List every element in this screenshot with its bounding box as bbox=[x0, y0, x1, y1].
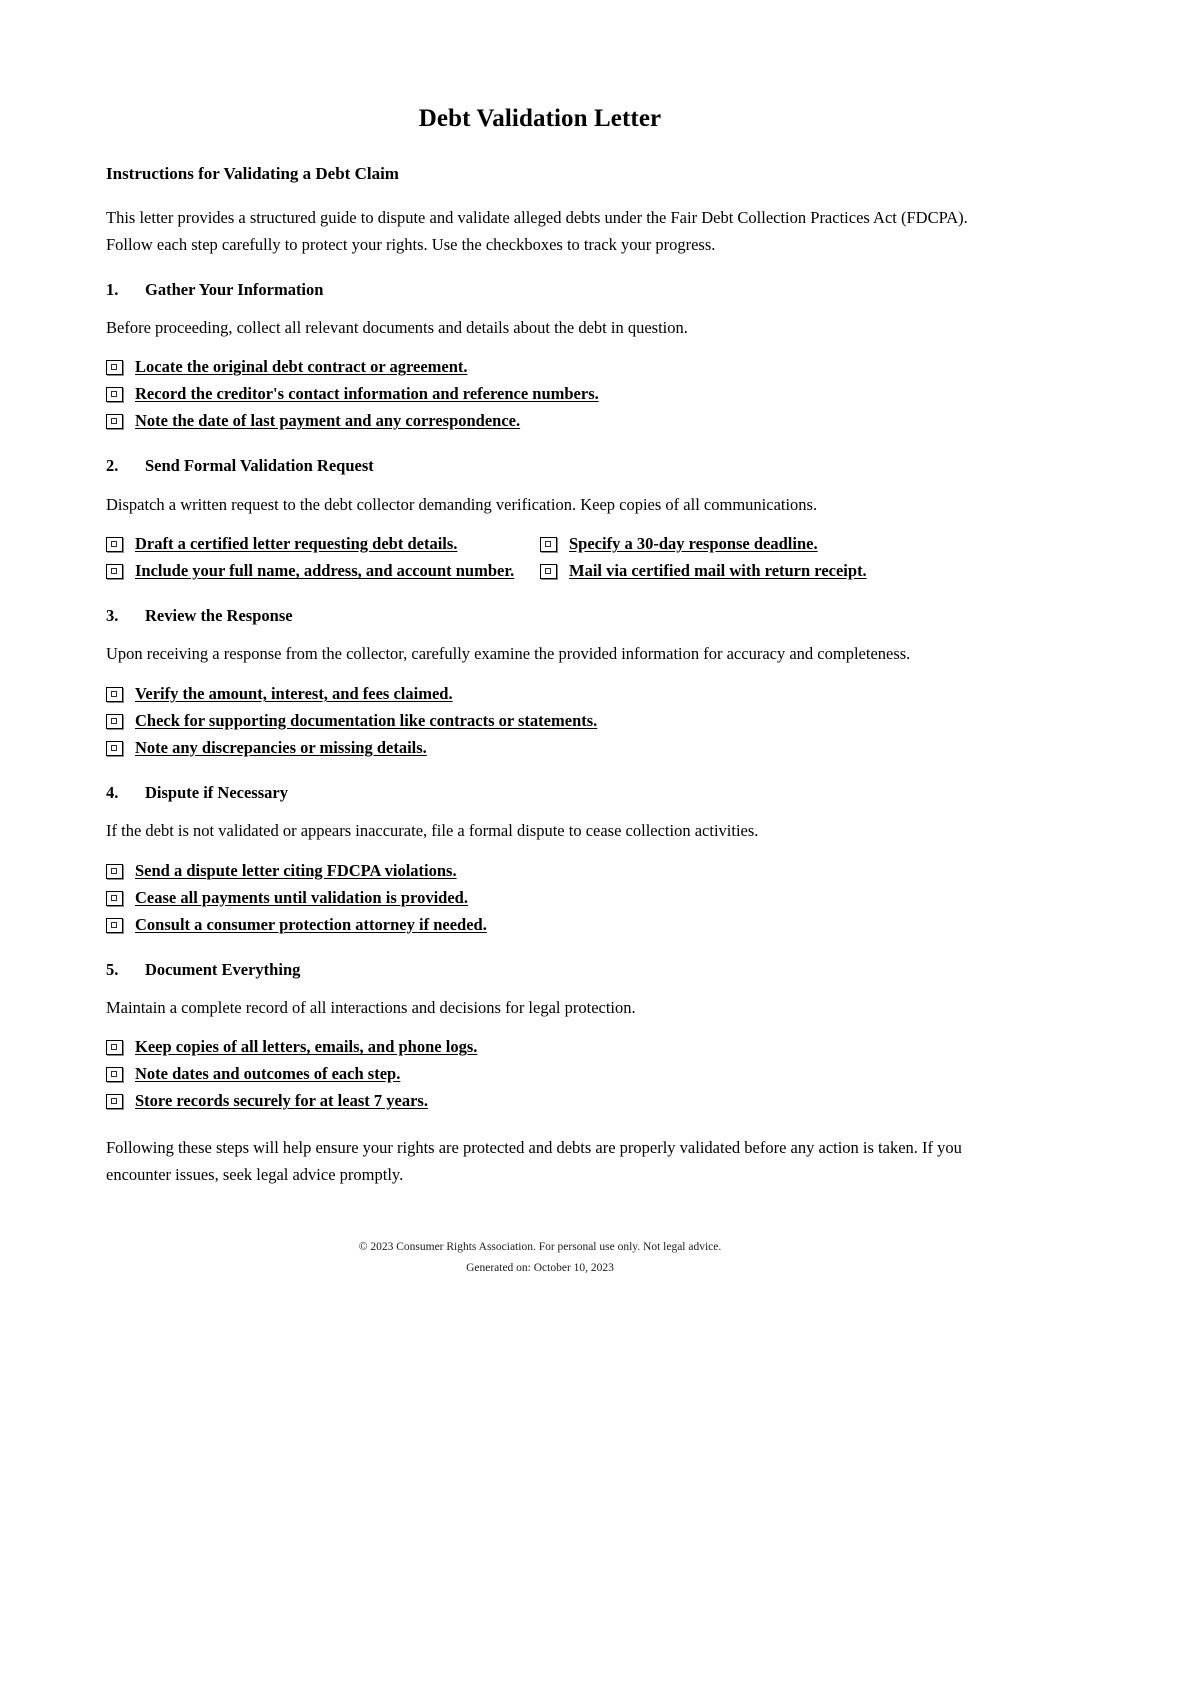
checkbox-icon[interactable] bbox=[106, 564, 123, 579]
checklist-item-label: Include your full name, address, and account number. bbox=[135, 561, 515, 581]
section-description: Upon receiving a response from the collector, carefully examine the provided information for accuracy and completeness. bbox=[106, 644, 911, 664]
checkbox-icon[interactable] bbox=[106, 1040, 123, 1055]
section-heading bbox=[106, 455, 974, 476]
section bbox=[106, 585, 974, 762]
footer-generated-date: Generated on: October 10, 2023 bbox=[466, 1261, 614, 1274]
checkbox-icon[interactable] bbox=[106, 918, 123, 933]
checklist-item[interactable] bbox=[540, 558, 974, 585]
checklist bbox=[106, 845, 974, 939]
section-title: Gather Your Information bbox=[145, 279, 324, 299]
section-title: Send Formal Validation Request bbox=[145, 456, 374, 476]
sections-container bbox=[106, 259, 974, 1116]
checkbox-icon[interactable] bbox=[106, 387, 123, 402]
checklist-item[interactable] bbox=[106, 531, 540, 558]
checklist-item-label: Keep copies of all letters, emails, and phone logs. bbox=[135, 1037, 478, 1057]
section-heading bbox=[106, 959, 974, 980]
checkbox-icon[interactable] bbox=[106, 360, 123, 375]
checklist-item-label: Send a dispute letter citing FDCPA violations. bbox=[135, 860, 457, 880]
section-title: Document Everything bbox=[145, 959, 301, 979]
closing-paragraph: Following these steps will help ensure your rights are protected and debts are properly validated before any action is taken. If you encounter issues, seek legal advice promptly. bbox=[106, 1138, 962, 1185]
checklist-item[interactable] bbox=[106, 735, 974, 762]
checklist-item[interactable] bbox=[106, 408, 974, 435]
checklist-item-label: Consult a consumer protection attorney if needed. bbox=[135, 914, 487, 934]
page-title: Debt Validation Letter bbox=[418, 105, 662, 132]
section bbox=[106, 939, 974, 1116]
section-description: Before proceeding, collect all relevant documents and details about the debt in question. bbox=[106, 317, 688, 337]
checkbox-icon[interactable] bbox=[106, 714, 123, 729]
section-number: 5. bbox=[106, 959, 119, 979]
checklist-item[interactable] bbox=[106, 885, 974, 912]
section-description: If the debt is not validated or appears inaccurate, file a formal dispute to cease collection activities. bbox=[106, 821, 759, 841]
checklist-item-label: Note the date of last payment and any correspondence. bbox=[135, 411, 521, 431]
checklist-item-label: Store records securely for at least 7 years. bbox=[135, 1091, 428, 1111]
checkbox-icon[interactable] bbox=[106, 741, 123, 756]
section-number: 3. bbox=[106, 606, 119, 626]
section-number: 2. bbox=[106, 456, 119, 476]
checkbox-icon[interactable] bbox=[106, 537, 123, 552]
checklist-item[interactable] bbox=[106, 381, 974, 408]
checklist-item[interactable] bbox=[106, 708, 974, 735]
checkbox-icon[interactable] bbox=[106, 1094, 123, 1109]
section-description: Dispatch a written request to the debt collector demanding verification. Keep copies of all communications. bbox=[106, 494, 818, 514]
section-heading bbox=[106, 782, 974, 803]
checklist-item[interactable] bbox=[106, 858, 974, 885]
document-content bbox=[106, 0, 974, 1279]
checklist bbox=[106, 1021, 974, 1115]
checklist-item-label: Note any discrepancies or missing details. bbox=[135, 737, 427, 757]
checklist-item-label: Verify the amount, interest, and fees claimed. bbox=[135, 683, 453, 703]
checkbox-icon[interactable] bbox=[106, 687, 123, 702]
checklist-item-label: Note dates and outcomes of each step. bbox=[135, 1064, 401, 1084]
checklist-item[interactable] bbox=[106, 1088, 974, 1115]
section-heading bbox=[106, 605, 974, 626]
checklist-item-label: Locate the original debt contract or agreement. bbox=[135, 357, 468, 377]
footer-copyright: © 2023 Consumer Rights Association. For personal use only. Not legal advice. bbox=[358, 1240, 722, 1253]
checklist-item[interactable] bbox=[540, 531, 974, 558]
checklist bbox=[106, 341, 974, 435]
intro-paragraph: This letter provides a structured guide to dispute and validate alleged debts under the Fair Debt Collection Practices Act (FDCPA). Follow each step carefully to protect your rights. Use the checkboxes to track your progress. bbox=[106, 208, 968, 255]
checklist-item-label: Draft a certified letter requesting debt details. bbox=[135, 534, 458, 554]
checklist-item[interactable] bbox=[106, 1061, 974, 1088]
section-heading bbox=[106, 279, 974, 300]
checklist-item[interactable] bbox=[106, 1034, 974, 1061]
document-subtitle: Instructions for Validating a Debt Claim bbox=[106, 164, 399, 183]
checklist-item[interactable] bbox=[106, 354, 974, 381]
section-description: Maintain a complete record of all interactions and decisions for legal protection. bbox=[106, 997, 636, 1017]
checkbox-icon[interactable] bbox=[106, 414, 123, 429]
section-title: Review the Response bbox=[145, 606, 293, 626]
checklist-item[interactable] bbox=[106, 912, 974, 939]
checkbox-icon[interactable] bbox=[106, 1067, 123, 1082]
checklist-item[interactable] bbox=[106, 558, 540, 585]
section-number: 1. bbox=[106, 279, 119, 299]
checkbox-icon[interactable] bbox=[106, 864, 123, 879]
checklist-item-label: Cease all payments until validation is provided. bbox=[135, 887, 468, 907]
checklist-item-label: Specify a 30-day response deadline. bbox=[569, 534, 818, 554]
section bbox=[106, 259, 974, 436]
checklist-item-label: Record the creditor's contact information and reference numbers. bbox=[135, 384, 599, 404]
checklist-item[interactable] bbox=[106, 681, 974, 708]
checklist bbox=[106, 668, 974, 762]
section bbox=[106, 762, 974, 939]
checklist-item-label: Mail via certified mail with return receipt. bbox=[569, 561, 867, 581]
checklist-item-label: Check for supporting documentation like contracts or statements. bbox=[135, 710, 598, 730]
checkbox-icon[interactable] bbox=[106, 891, 123, 906]
checkbox-icon[interactable] bbox=[540, 537, 557, 552]
document-footer bbox=[106, 1189, 974, 1280]
checklist bbox=[106, 518, 974, 585]
section bbox=[106, 435, 974, 585]
section-number: 4. bbox=[106, 782, 119, 802]
section-title: Dispute if Necessary bbox=[145, 782, 288, 802]
checkbox-icon[interactable] bbox=[540, 564, 557, 579]
